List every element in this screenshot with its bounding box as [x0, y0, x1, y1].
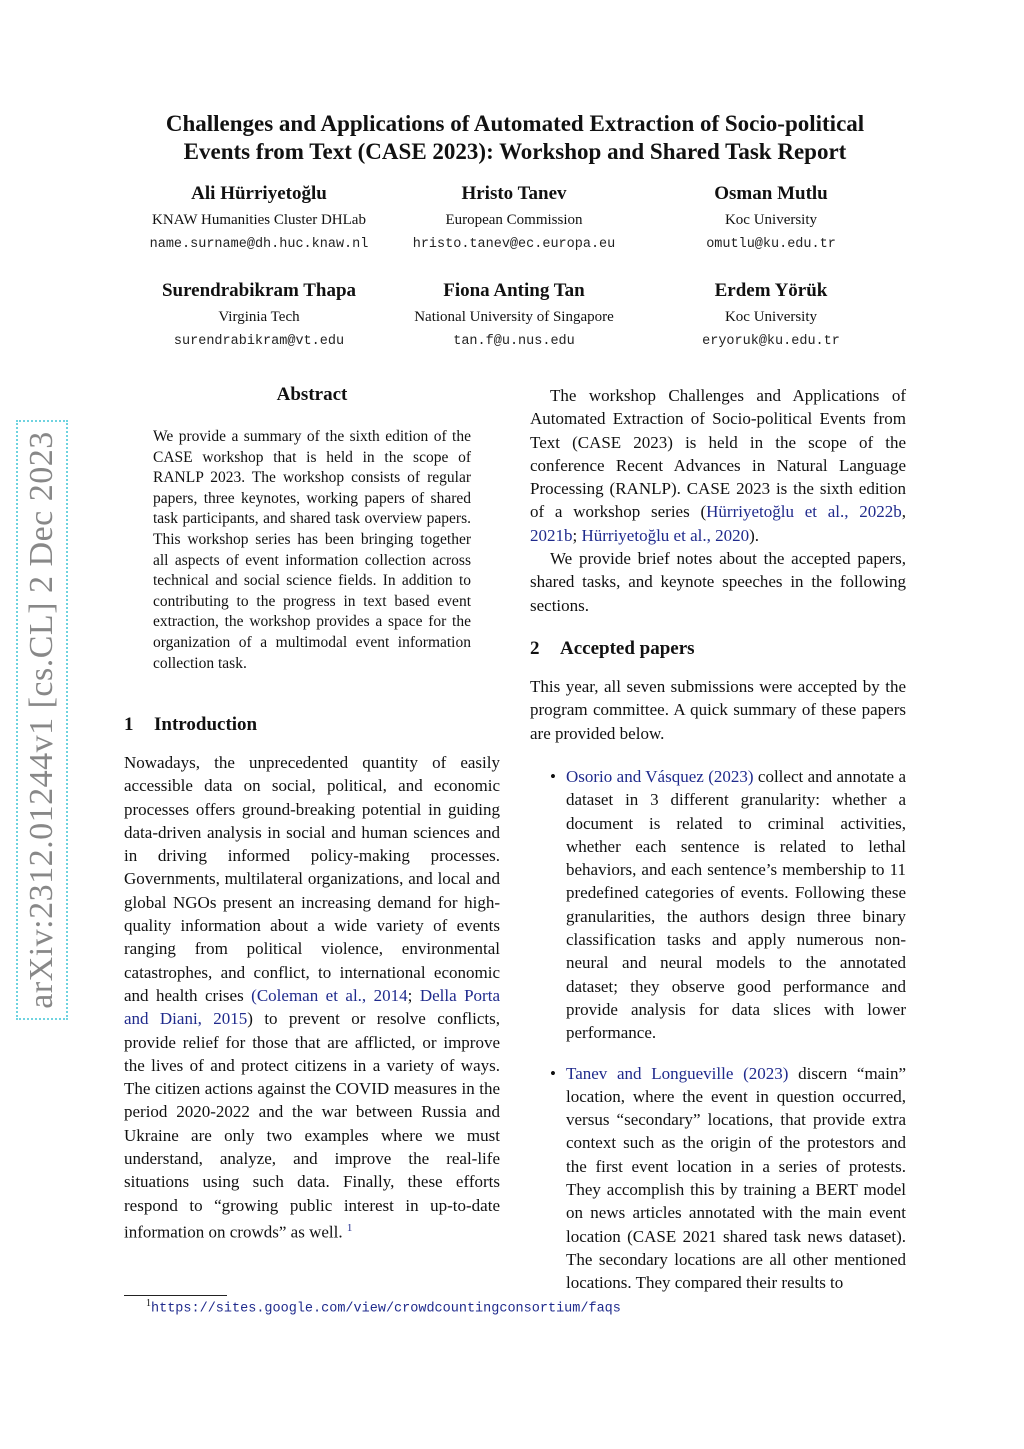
author-block	[124, 183, 394, 254]
section-number: 1	[124, 714, 134, 735]
section-heading-accepted-papers	[530, 638, 695, 660]
citation-link[interactable]: (2023)	[708, 767, 754, 786]
citation-separator: ,	[901, 502, 906, 522]
author-affiliation: Koc University	[724, 309, 818, 325]
author-email[interactable]: surendrabikram@vt.edu	[173, 334, 345, 349]
list-item-text: collect and annotate a dataset in 3 different granularity: whether a document is related to criminal activities, whether each sentence is related to lethal behaviors, and each sentence’s membership to 11 predefined categories of events. Following these granularities, the authors design three binary classification tasks and apply numerous non-neural and neural models to the annotated dataset; they observe good performance and provide analysis for data slices with lower performance.	[566, 767, 907, 1043]
introduction-paragraph	[124, 751, 500, 1244]
author-name: Erdem Yörük	[714, 280, 828, 301]
author-block	[636, 280, 906, 351]
author-name: Ali Hürriyetoğlu	[191, 183, 327, 204]
section-number: 2	[530, 638, 540, 659]
citation-link[interactable]: 2021b	[530, 525, 573, 545]
author-name: Osman Mutlu	[714, 183, 828, 204]
right-intro-paragraph-2: We provide brief notes about the accepted papers, shared tasks, and keynote speeches in the following sections.	[530, 549, 906, 615]
arxiv-stamp[interactable]	[16, 420, 68, 1020]
citation-separator: ;	[407, 985, 420, 1005]
list-item	[530, 765, 906, 1045]
section-title: Accepted papers	[560, 638, 695, 659]
author-name: Fiona Anting Tan	[443, 280, 585, 301]
author-affiliation: KNAW Humanities Cluster DHLab	[152, 212, 366, 228]
author-name: Hristo Tanev	[461, 183, 567, 204]
citation-end: ).	[749, 525, 760, 545]
citation-link[interactable]: Hürriyetoğlu et al., 2022b	[706, 502, 902, 522]
list-item	[530, 1062, 906, 1295]
citation-separator: ;	[572, 525, 582, 545]
author-email[interactable]: eryoruk@ku.edu.tr	[702, 334, 840, 349]
footnote-url[interactable]: https://sites.google.com/view/crowdcountingconsortium/faqs	[151, 1301, 621, 1317]
accepted-intro: This year, all seven submissions were accepted by the program committee. A quick summary of these papers are provided below.	[530, 677, 906, 743]
citation-link[interactable]: Hürriyetoğlu et al., 2020	[581, 525, 750, 545]
accepted-papers-list	[530, 765, 906, 1295]
section-heading-introduction	[124, 714, 257, 736]
right-intro-text: The workshop Challenges and Applications of Automated Extraction of Socio-political Events from Text (CASE 2023) is held in the scope of the conference Recent Advances in Natural Language Processing (RANLP). CASE 2023 is the sixth edition of a workshop series (	[530, 386, 906, 522]
author-block	[124, 280, 394, 351]
bullet-icon: •	[550, 767, 556, 786]
right-intro	[530, 384, 906, 617]
author-name: Surendrabikram Thapa	[161, 280, 357, 301]
bullet-icon: •	[550, 1063, 556, 1083]
author-affiliation: European Commission	[445, 212, 583, 228]
author-block	[636, 183, 906, 254]
list-item-text: discern “main” location, where the event in question occurred, versus “secondary” locations, that provide extra context such as the origin of the protestors and the first event location in a series of protests. They accomplish this by training a BERT model on news articles annotated with the main event location (CASE 2021 shared task news dataset). The secondary locations are all other mentioned locations. They compared their results to	[566, 1063, 906, 1293]
author-email[interactable]: name.surname@dh.huc.knaw.nl	[149, 237, 369, 252]
author-affiliation: National University of Singapore	[414, 309, 614, 325]
intro-text-b: ) to prevent or resolve conflicts, provide relief for those that are afflicted, or improve the lives of and protect citizens in a variety of ways. The citizen actions against the COVID measures in the period 2020-2022 and the war between Russia and Ukraine are only two examples where we must understand, analyze, and improve the real-life situations using such data. Finally, these efforts respond to “growing public interest in up-to-date information on crowds” as well.	[124, 1009, 500, 1242]
author-block	[379, 183, 649, 254]
author-email[interactable]: tan.f@u.nus.edu	[453, 334, 575, 349]
author-affiliation: Virginia Tech	[218, 309, 300, 325]
section-title: Introduction	[154, 714, 258, 735]
author-affiliation: Koc University	[724, 212, 818, 228]
intro-text-a: Nowadays, the unprecedented quantity of easily accessible data on social, political, and economic processes offers ground-breaking potential in guiding data-driven analysis in social and human sciences and in driving informed policy-making processes. Governments, multilateral organizations, and local and global NGOs present an increasing demand for high-quality information about a wide variety of events ranging from political violence, environmental catastrophes, and conflict, to international economic and health crises	[124, 753, 500, 1005]
title-line-2: Events from Text (CASE 2023): Workshop and Shared Task Report	[183, 139, 847, 164]
citation-link[interactable]: Della Porta and Diani, 2015	[124, 985, 500, 1029]
author-email[interactable]: omutlu@ku.edu.tr	[706, 237, 836, 252]
citation-link[interactable]: Tanev and Longueville	[566, 1063, 734, 1083]
footnote-rule	[124, 1295, 227, 1296]
footnote	[146, 1298, 621, 1317]
abstract-text: We provide a summary of the sixth edition of the CASE workshop that is held in the scope of RANLP 2023. The workshop consists of regular papers, three keynotes, working papers of shared task participants, and shared task overview papers. This workshop series has been bringing together all aspects of event information collection across technical and social science fields. In addition to contributing to the progress in text based event extraction, the workshop provides a space for the organization of a multimodal event information collection task.	[153, 428, 471, 672]
citation-link[interactable]: (Coleman et al., 2014	[251, 985, 408, 1005]
arxiv-stamp-text: arXiv:2312.01244v1 [cs.CL] 2 Dec 2023	[23, 431, 60, 1009]
abstract-heading: Abstract	[276, 384, 348, 405]
author-block	[379, 280, 649, 351]
paper-title	[100, 110, 930, 166]
author-email[interactable]: hristo.tanev@ec.europa.eu	[412, 237, 616, 252]
footnote-number: 1	[146, 1298, 151, 1309]
citation-link[interactable]: Osorio and Vásquez	[566, 767, 704, 786]
citation-link[interactable]: (2023)	[743, 1063, 789, 1083]
footnote-mark[interactable]: 1	[346, 1221, 353, 1234]
title-line-1: Challenges and Applications of Automated Extraction of Socio-political	[165, 111, 865, 136]
